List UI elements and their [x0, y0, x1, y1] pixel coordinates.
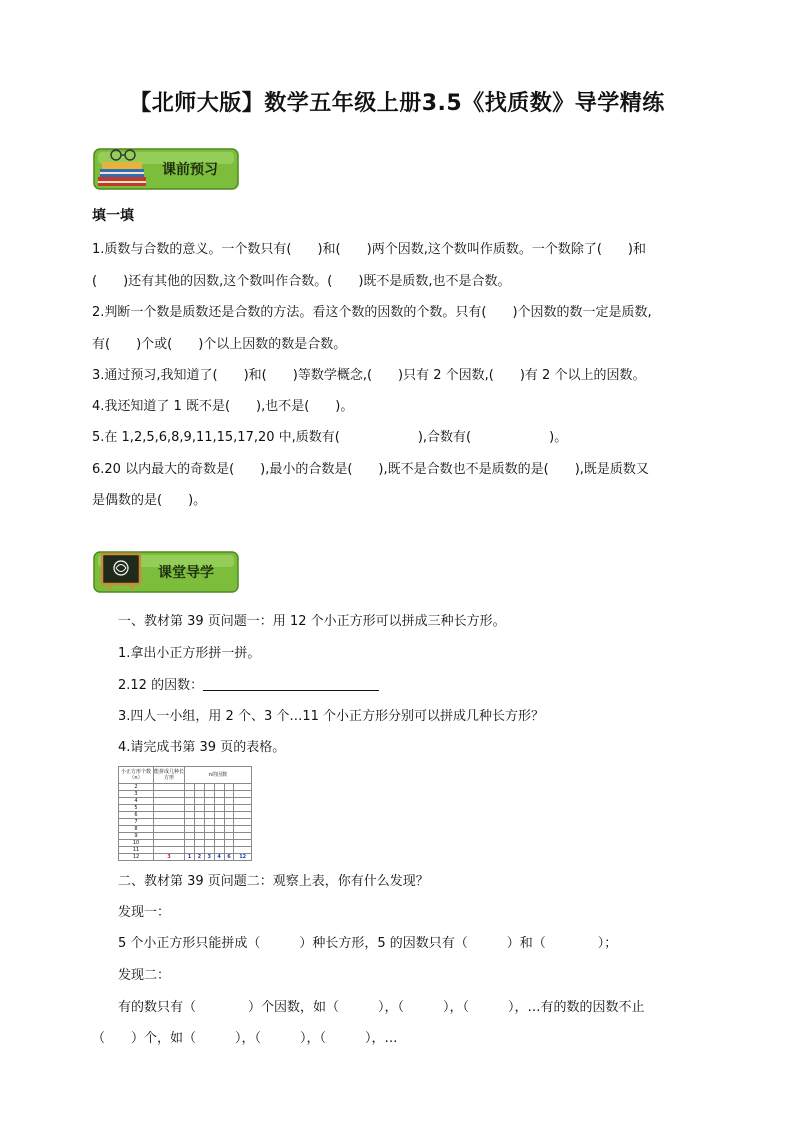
- fill-in-heading: 填一填: [92, 208, 134, 224]
- classroom-banner: [92, 546, 242, 596]
- table-cell: 7: [119, 819, 154, 826]
- factor-table: [118, 766, 252, 861]
- question-line: 1.质数与合数的意义。一个数只有( )和( )两个因数,这个数叫作质数。一个数除了( )和: [92, 242, 646, 257]
- table-cell: 12: [119, 854, 154, 861]
- table-cell: 3: [119, 791, 154, 798]
- answer-blank[interactable]: [203, 676, 379, 691]
- question-line: 有( )个或( )个以上因数的数是合数。: [92, 337, 347, 352]
- table-cell-factor: 2: [194, 854, 204, 861]
- finding-two-line: 有的数只有（ ）个因数，如（ ），（ ），（ ），…有的数的因数不止: [118, 1000, 645, 1015]
- finding-two-label: 发现二：: [118, 968, 171, 983]
- finding-one-text: 5 个小正方形只能拼成（ ）种长方形，5 的因数只有（ ）和（ ）；: [118, 936, 618, 951]
- question-line: 2.判断一个数是质数还是合数的方法。看这个数的因数的个数。只有( )个因数的数一定是质数,: [92, 305, 652, 320]
- step-four: 4.请完成书第 39 页的表格。: [118, 740, 286, 755]
- preview-banner: [92, 143, 242, 193]
- table-cell-factor: 3: [204, 854, 214, 861]
- table-cell: 6: [119, 812, 154, 819]
- table-header: n的因数: [185, 767, 252, 784]
- preview-banner-label: 课前预习: [162, 162, 218, 178]
- classroom-banner-label: 课堂导学: [158, 565, 214, 581]
- table-cell-factor: 12: [234, 854, 252, 861]
- step-one: 1.拿出小正方形拼一拼。: [118, 646, 261, 661]
- table-cell: 9: [119, 833, 154, 840]
- finding-two-line: （ ）个，如（ ），（ ），（ ），…: [92, 1031, 398, 1046]
- question-line: 3.通过预习,我知道了( )和( )等数学概念,( )只有 2 个因数,( )有 2 个以上的因数。: [92, 368, 646, 383]
- table-cell-count: 3: [154, 854, 185, 861]
- question-line: 5.在 1,2,5,6,8,9,11,15,17,20 中,质数有( ),合数有( )。: [92, 430, 568, 445]
- question-line: 6.20 以内最大的奇数是( ),最小的合数是( ),既不是合数也不是质数的是( ),既是质数又: [92, 462, 649, 477]
- question-line: 4.我还知道了 1 既不是( ),也不是( )。: [92, 399, 354, 414]
- page-title: 【北师大版】数学五年级上册3.5《找质数》导学精练: [129, 91, 665, 116]
- finding-one-label: 发现一：: [118, 905, 171, 920]
- problem-one: 一、教材第 39 页问题一：用 12 个小正方形可以拼成三种长方形。: [118, 614, 506, 629]
- table-cell-factor: 4: [214, 854, 224, 861]
- step-two-label: 2.12 的因数：: [118, 678, 204, 693]
- step-two: [118, 676, 379, 696]
- table-header: 小正方形个数（n）: [119, 767, 154, 784]
- step-three: 3.四人一小组，用 2 个、3 个…11 个小正方形分别可以拼成几种长方形？: [118, 709, 545, 724]
- question-line: ( )还有其他的因数,这个数叫作合数。( )既不是质数,也不是合数。: [92, 274, 511, 289]
- table-cell: 8: [119, 826, 154, 833]
- table-cell: 2: [119, 784, 154, 791]
- table-cell: 11: [119, 847, 154, 854]
- question-line: 是偶数的是( )。: [92, 493, 207, 508]
- table-cell: 5: [119, 805, 154, 812]
- table-header: 能拼成几种长方形: [154, 767, 185, 784]
- table-cell-factor: 6: [224, 854, 234, 861]
- table-cell: 10: [119, 840, 154, 847]
- problem-two: 二、教材第 39 页问题二：观察上表，你有什么发现？: [118, 874, 429, 889]
- table-cell-factor: 1: [185, 854, 195, 861]
- factor-table-grid: [118, 766, 252, 861]
- table-cell: 4: [119, 798, 154, 805]
